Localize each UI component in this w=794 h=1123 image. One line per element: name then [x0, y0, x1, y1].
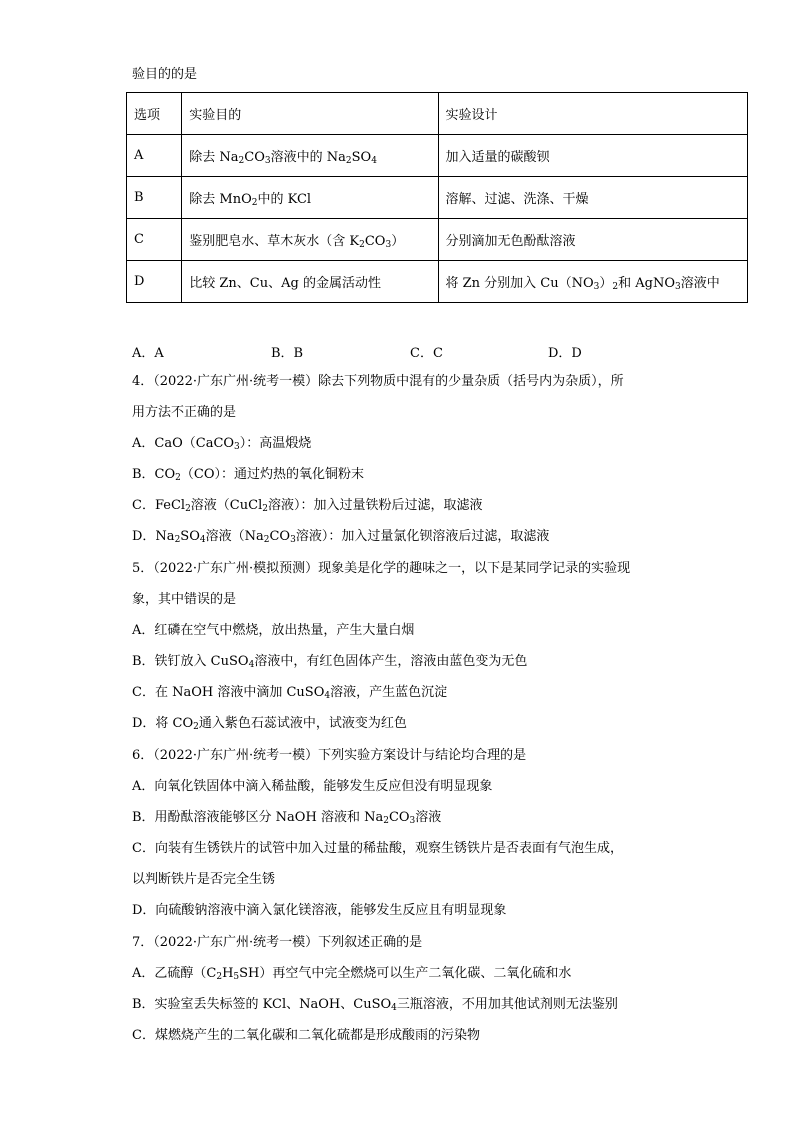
q3-choice-d: D．D [548, 346, 582, 361]
header-purpose: 实验目的 [182, 93, 438, 135]
row-purpose: 比较 Zn、Cu、Ag 的金属活动性 [182, 261, 438, 303]
row-design: 加入适量的碳酸钡 [438, 135, 748, 177]
table-row [127, 219, 748, 261]
row-purpose: 除去 MnO$_2$中的 KCl [182, 177, 438, 219]
row-option: A [127, 135, 182, 177]
q4-stem-line1: 4．（2022·广东广州·统考一模）除去下列物质中混有的少量杂质（括号内为杂质），所 [132, 374, 624, 389]
q5-option-a: A．红磷在空气中燃烧，放出热量，产生大量白烟 [132, 623, 415, 638]
q6-option-b: B．用酚酞溶液能够区分 NaOH 溶液和 $Na_2CO_3$溶液 [132, 810, 442, 826]
table-row [127, 177, 748, 219]
q7-stem: 7．（2022·广东广州·统考一模）下列叙述正确的是 [132, 935, 423, 950]
q3-choice-b: B．B [271, 346, 304, 361]
row-design: 分别滴加无色酚酞溶液 [438, 219, 748, 261]
q5-option-c: C．在 NaOH 溶液中滴加 CuSO$_4$溶液，产生蓝色沉淀 [132, 685, 448, 701]
row-design: 溶解、过滤、洗涤、干燥 [438, 177, 748, 219]
q5-stem-line1: 5．（2022·广东广州·模拟预测）现象美是化学的趣味之一，以下是某同学记录的实验现 [132, 561, 631, 576]
q6-option-d: D．向硫酸钠溶液中滴入氯化镁溶液，能够发生反应且有明显现象 [132, 903, 507, 918]
q4-option-b: B．$CO_2(CO)$：通过灼热的氧化铜粉末 [132, 467, 365, 483]
row-design: 将 Zn 分别加入 $Cu(NO_3)_2$和 AgNO$_3$溶液中 [438, 261, 748, 303]
row-option: D [127, 261, 182, 303]
q6-stem: 6．（2022·广东广州·统考一模）下列实验方案设计与结论均合理的是 [132, 748, 527, 763]
q5-option-b: B．铁钉放入 CuSO$_4$溶液中，有红色固体产生，溶液由蓝色变为无色 [132, 654, 528, 670]
q4-stem-line2: 用方法不正确的是 [132, 405, 237, 420]
q6-option-a: A．向氧化铁固体中滴入稀盐酸，能够发生反应但没有明显现象 [132, 779, 493, 794]
q5-stem-line2: 象，其中错误的是 [132, 592, 237, 607]
table-row [127, 135, 748, 177]
q7-option-a: A．乙硫醇$(C_2H_5SH)$再空气中完全燃烧可以生产二氧化碳、二氧化硫和水 [132, 966, 572, 982]
q7-option-c: C．煤燃烧产生的二氧化碳和二氧化硫都是形成酸雨的污染物 [132, 1028, 480, 1043]
row-purpose: 除去 $Na_2CO_3$溶液中的 $Na_2SO_4$ [182, 135, 438, 177]
q3-choice-c: C．C [410, 346, 443, 361]
intro-text: 验目的的是 [132, 67, 198, 82]
row-option: B [127, 177, 182, 219]
row-option: C [127, 219, 182, 261]
header-design: 实验设计 [438, 93, 748, 135]
q4-option-c: C．FeCl$_2$溶液（CuCl$_2$溶液）：加入过量铁粉后过滤，取滤液 [132, 498, 483, 514]
q4-option-a: A．CaO（CaCO$_3$）：高温煅烧 [132, 436, 312, 452]
table-header-row [127, 93, 748, 135]
q7-option-b: B．实验室丢失标签的 KCl、NaOH、CuSO$_4$三瓶溶液，不用加其他试剂则无法鉴别 [132, 997, 618, 1013]
q6-option-c-line1: C．向装有生锈铁片的试管中加入过量的稀盐酸，观察生锈铁片是否表面有气泡生成， [132, 841, 623, 856]
header-option: 选项 [127, 93, 182, 135]
q3-choice-a: A．A [132, 346, 164, 361]
row-purpose: 鉴别肥皂水、草木灰水（含 $K_2CO_3$） [182, 219, 438, 261]
table-row [127, 261, 748, 303]
options-table [126, 92, 748, 303]
q4-option-d: D．$Na_2SO_4$溶液（$Na_2CO_3$溶液）：加入过量氯化钡溶液后过滤，取滤液 [132, 529, 550, 545]
q6-option-c-line2: 以判断铁片是否完全生锈 [132, 872, 276, 887]
q5-option-d: D．将 $CO_2$通入紫色石蕊试液中，试液变为红色 [132, 716, 407, 732]
